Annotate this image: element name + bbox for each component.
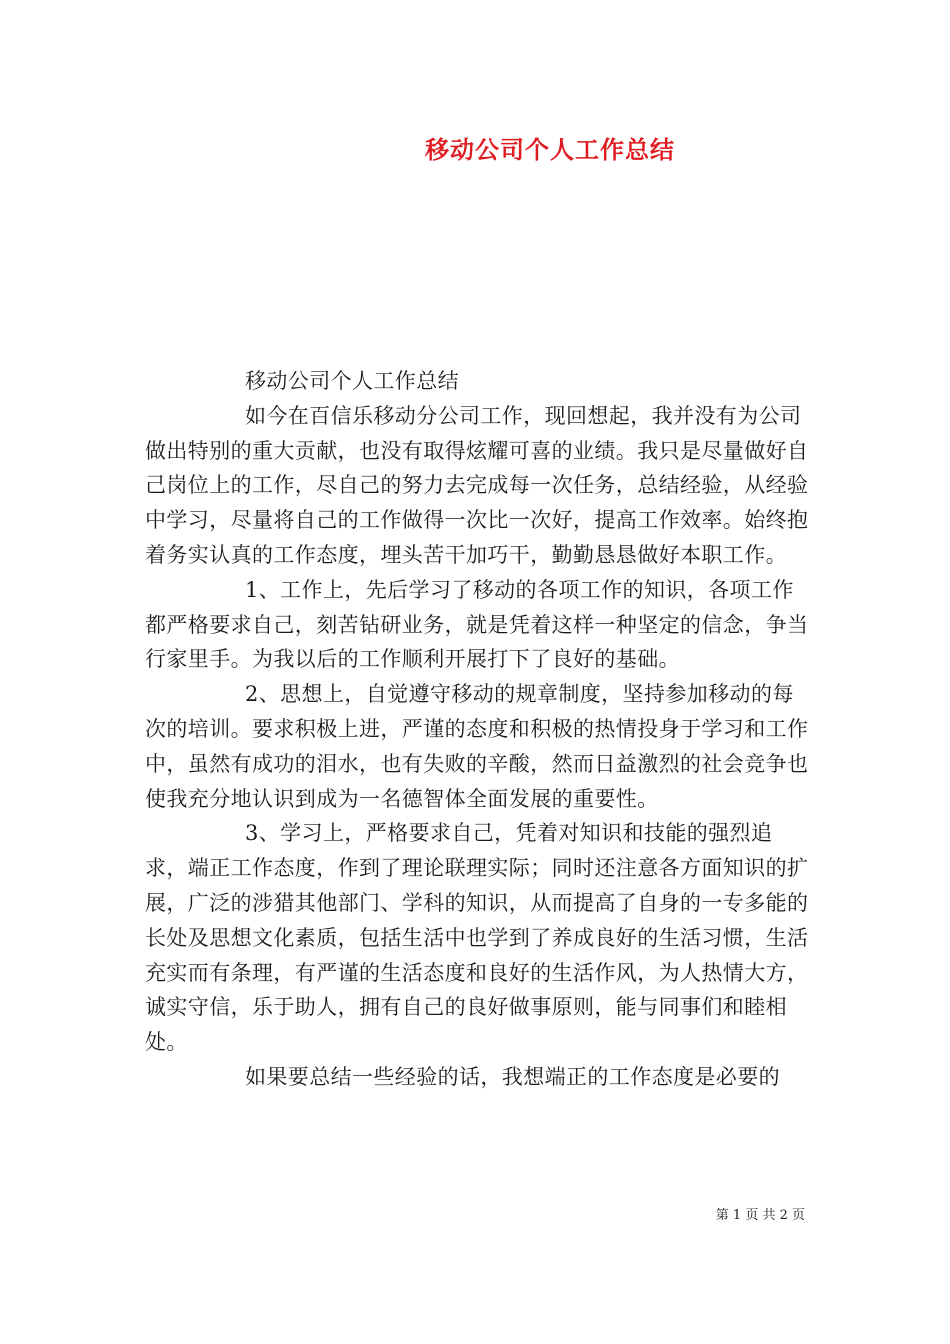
paragraph-work: 1、工作上，先后学习了移动的各项工作的知识，各项工作都严格要求自己，刻苦钻研业务，就是凭着这样一种坚定的信念，争当行家里手。为我以后的工作顺利开展打下了良好的基础。: [145, 577, 809, 672]
page-number: 第 1 页 共 2 页: [715, 1208, 805, 1223]
body-heading: 移动公司个人工作总结: [245, 369, 459, 393]
paragraph-study: 3、学习上，严格要求自己，凭着对知识和技能的强烈追求，端正工作态度，作到了理论联理实际；同时还注意各方面知识的扩展，广泛的涉猎其他部门、学科的知识，从而提高了自身的一专多能的长处及思想文化素质，包括生活中也学到了养成良好的生活习惯，生活充实而有条理，有严谨的生活态度和良好的生活作风，为人热情大方，诚实守信，乐于助人，拥有自己的良好做事原则，能与同事们和睦相处。: [145, 821, 809, 1055]
paragraph-thought: 2、思想上，自觉遵守移动的规章制度，坚持参加移动的每次的培训。要求积极上进，严谨的态度和积极的热情投身于学习和工作中，虽然有成功的泪水，也有失败的辛酸，然而日益激烈的社会竞争也使我充分地认识到成为一名德智体全面发展的重要性。: [145, 682, 809, 811]
document-body: [145, 364, 810, 1095]
paragraph-experience: 如果要总结一些经验的话，我想端正的工作态度是必要的: [245, 1064, 780, 1089]
paragraph-intro: 如今在百信乐移动分公司工作，现回想起，我并没有为公司做出特别的重大贡献，也没有取得炫耀可喜的业绩。我只是尽量做好自己岗位上的工作，尽自己的努力去完成每一次任务，总结经验，从经验中学习，尽量将自己的工作做得一次比一次好，提高工作效率。始终抱着务实认真的工作态度，埋头苦干加巧干，勤勤恳恳做好本职工作。: [145, 403, 809, 567]
document-title: 移动公司个人工作总结: [425, 136, 675, 164]
